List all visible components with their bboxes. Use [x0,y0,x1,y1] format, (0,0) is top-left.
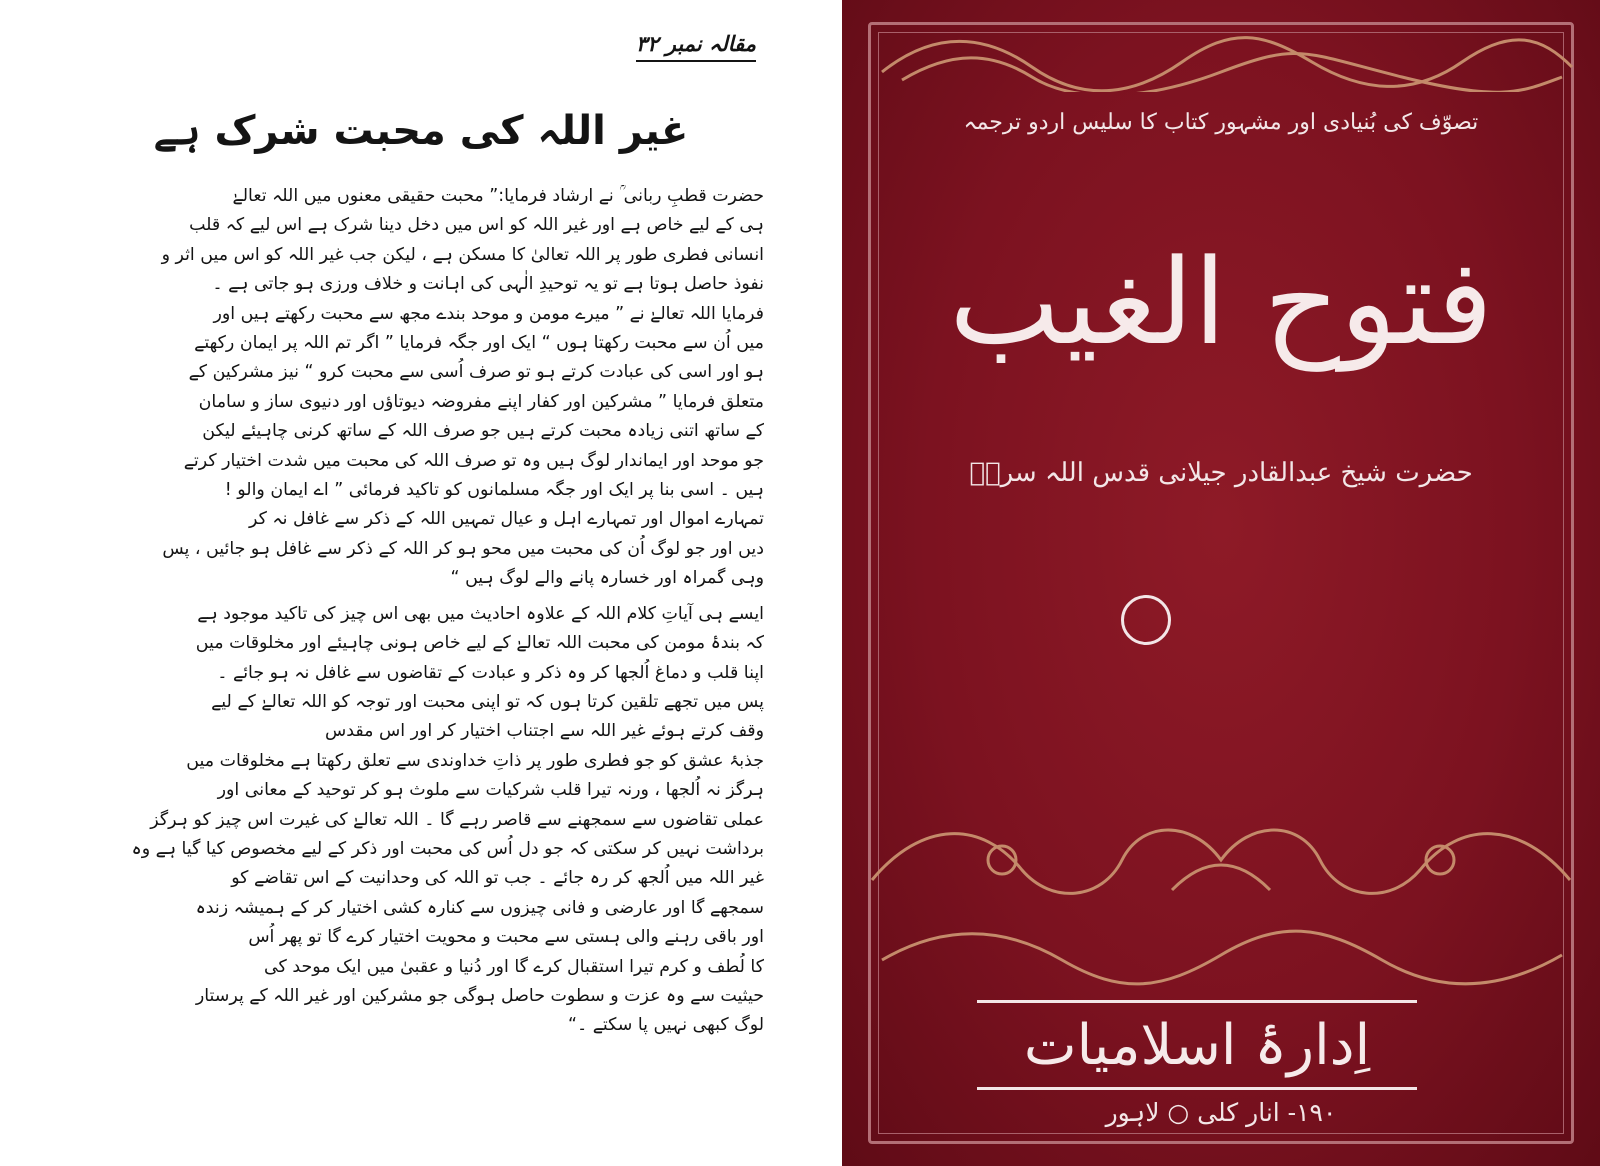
text-line: اپنا قلب و دماغ اُلجھا کر وہ ذکر و عبادت کے تقاضوں سے غافل نہ ہو جائے ۔ [217,662,764,683]
text-line: کہ بندۂ مومن کی محبت اللہ تعالےٰ کے لیے خاص ہونی چاہیئے اور مخلوقات میں [195,633,764,654]
publisher-address: ۱۹۰- انار کلی ○ لاہور [1105,1098,1337,1127]
text-line: متعلق فرمایا ” مشرکین اور کفار اپنے مفروضہ دیوتاؤں اور دنیوی ساز و سامان [198,391,764,412]
cover-author: حضرت شیخ عبدالقادر جیلانی قدس اللہ سرہٗ [969,458,1473,488]
publisher-name: اِدارۂ اسلامیات [977,1000,1417,1090]
text-line: ہو اور اسی کی عبادت کرتے ہو تو صرف اُسی سے محبت کرو “ نیز مشرکین کے [188,362,764,383]
text-line: سمجھے گا اور عارضی و فانی چیزوں سے کنارہ کشی اختیار کر کے ہمیشہ زندہ [195,897,764,918]
text-line: لوگ کبھی نہیں پا سکتے ۔“ [568,1015,764,1036]
text-line: ایسے ہی آیاتِ کلام اللہ کے علاوہ احادیث میں بھی اس چیز کی تاکید موجود ہے [197,603,764,624]
top-ornament-icon [842,22,1600,92]
text-line: پس میں تجھے تلقین کرتا ہوں کہ تو اپنی محبت اور توجہ کو اللہ تعالےٰ کے لیے [211,691,764,712]
text-line: وہی گمراہ اور خسارہ پانے والے لوگ ہیں “ [450,568,764,589]
paragraph-1 [74,182,764,594]
text-line: ہرگز نہ اُلجھا ، ورنہ تیرا قلب شرکیات سے ملوث ہو کر توحید کے معانی اور [217,780,764,801]
page-heading: غیر اللہ کی محبت شرک ہے [153,108,689,154]
text-line: جذبۂ عشق کو جو فطری طور پر ذاتِ خداوندی سے تعلق رکھتا ہے مخلوقات میں [186,750,764,771]
text-line: برداشت نہیں کر سکتی کہ جو دل اُس کی محبت اور ذکر کے لیے مخصوص کیا گیا ہے وہ [131,838,764,859]
text-line: ہی کے لیے خاص ہے اور غیر اللہ کو اس میں دخل دینا شرک ہے اس لیے کہ قلب [189,215,764,236]
text-line: کا لُطف و کرم تیرا استقبال کرے گا اور دُنیا و عقبیٰ میں ایک موحد کی [264,956,764,977]
text-line: کے ساتھ اتنی زیادہ محبت کرتے ہیں جو صرف اللہ کے ساتھ کرنی چاہیئے لیکن [202,421,764,442]
text-line: تمہارے اموال اور تمہارے اہل و عیال تمہیں اللہ کے ذکر سے غافل نہ کر [249,509,764,530]
text-line: جو موحد اور ایماندار لوگ ہیں وہ تو صرف اللہ کی محبت میں شدت اختیار کرتے [183,450,764,471]
text-line: حیثیت سے وہ عزت و سطوت حاصل ہوگی جو مشرکین اور غیر اللہ کے پرستار [195,985,764,1006]
paragraph-2 [74,600,764,1041]
article-body [74,182,764,1152]
cover-tagline: تصوّف کی بُنیادی اور مشہور کتاب کا سلیس اردو ترجمہ [963,110,1479,135]
text-line: عملی تقاضوں سے سمجھنے سے قاصر رہے گا ۔ اللہ تعالےٰ کی غیرت اس چیز کو ہرگز [150,809,764,830]
text-line: حضرت قطبِ ربانی ؒ نے ارشاد فرمایا:” محبت حقیقی معنوں میں اللہ تعالےٰ [232,186,764,206]
middle-ornament-icon [842,800,1600,910]
text-line: دیں اور جو لوگ اُن کی محبت میں محو ہو کر اللہ کے ذکر سے غافل ہو جائیں ، پس [162,538,764,559]
lower-ornament-icon [842,920,1600,990]
text-line: فرمایا اللہ تعالےٰ نے ” میرے مومن و موحد بندے مجھ سے محبت رکھتے ہیں اور [213,303,764,324]
text-line: انسانی فطری طور پر اللہ تعالیٰ کا مسکن ہے ، لیکن جب غیر اللہ کو اس میں اثر و [161,244,764,265]
text-line: میں اُن سے محبت رکھتا ہوں “ ایک اور جگہ فرمایا ” اگر تم اللہ پر ایمان رکھتے [194,333,764,354]
cover-title: فتوح الغیب [949,233,1493,371]
text-line: اور باقی رہنے والی ہستی سے محبت و محویت اختیار کرے گا تو پھر اُس [248,927,764,948]
book-cover [842,0,1600,1166]
circle-ornament-icon [1121,595,1171,645]
text-line: ہیں ۔ اسی بنا پر ایک اور جگہ مسلمانوں کو تاکید فرمائی ” اے ایمان والو ! [224,480,764,501]
article-number: مقالہ نمبر ۳۲ [636,32,756,62]
text-line: غیر اللہ میں اُلجھ کر رہ جائے ۔ جب تو اللہ کی وحدانیت کے اس تقاضے کو [231,868,764,889]
text-line: نفوذ حاصل ہوتا ہے تو یہ توحیدِ الٰہی کی اہانت و خلاف ورزی ہو جاتی ہے ۔ [212,274,764,295]
text-line: وقف کرتے ہوئے غیر اللہ سے اجتناب اختیار کر اور اس مقدس [325,721,764,742]
